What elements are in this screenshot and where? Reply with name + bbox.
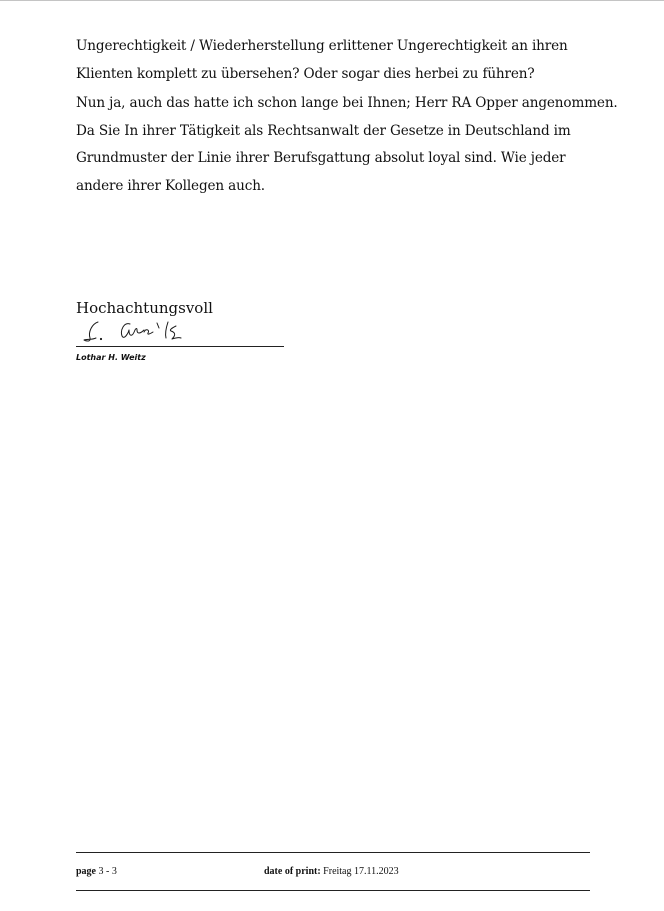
handwritten-signature [78, 318, 188, 344]
footer-bottom-divider [76, 890, 590, 891]
top-border [0, 0, 664, 1]
text-line: Nun ja, auch das hatte ich schon lange bei Ihnen; Herr RA Opper angenommen. [76, 95, 618, 111]
date-label: date of print: [264, 866, 321, 877]
paragraph [76, 90, 636, 200]
text-line: Grundmuster der Linie ihrer Berufsgattung absolut loyal sind. Wie jeder [76, 150, 566, 166]
page-label: page [76, 866, 96, 877]
page-value: 3 - 3 [98, 866, 117, 877]
closing-salutation: Hochachtungsvoll [76, 299, 213, 317]
print-date [264, 866, 399, 877]
footer-divider [76, 852, 590, 853]
text-line: andere ihrer Kollegen auch. [76, 177, 265, 194]
date-value: Freitag 17.11.2023 [323, 866, 399, 877]
signer-name: Lothar H. Weitz [76, 353, 146, 362]
page-number [76, 866, 117, 877]
text-line: Klienten komplett zu übersehen? Oder sogar dies herbei zu führen? [76, 65, 535, 82]
text-line: Ungerechtigkeit / Wiederherstellung erlittener Ungerechtigkeit an ihren [76, 38, 568, 54]
text-line: Da Sie In ihrer Tätigkeit als Rechtsanwalt der Gesetze in Deutschland im [76, 122, 571, 139]
signature-line [76, 346, 284, 347]
paragraph [76, 33, 636, 88]
letter-body [76, 33, 636, 200]
